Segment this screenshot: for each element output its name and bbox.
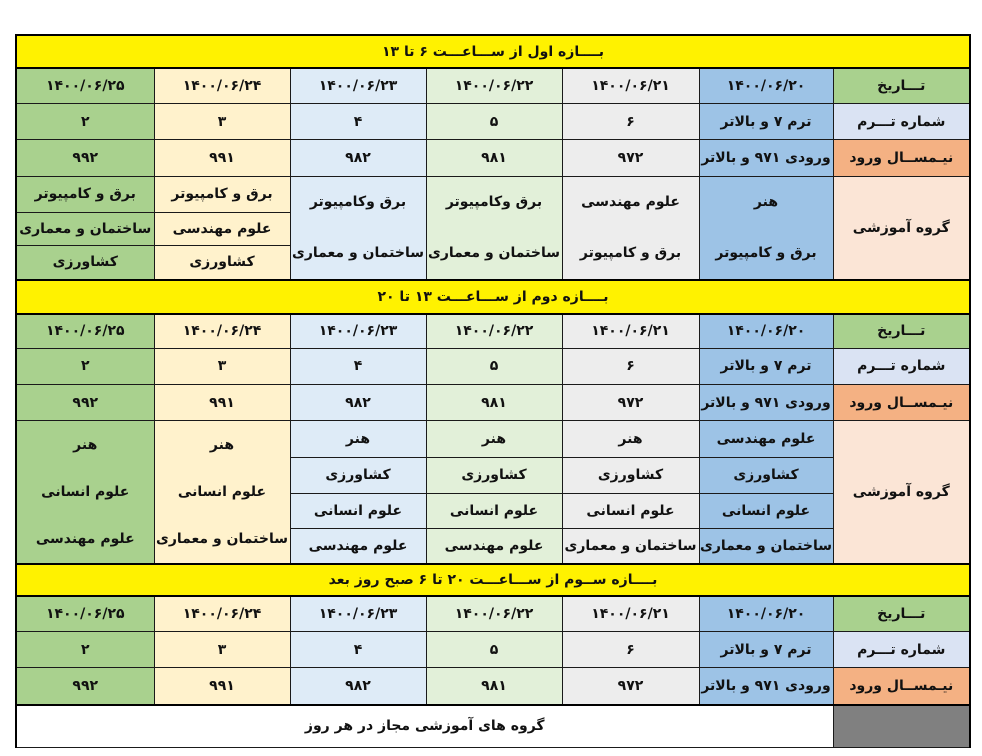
group-list: [155, 421, 290, 563]
term-cell: ۵: [426, 631, 562, 667]
semester-row: [16, 140, 970, 176]
group-item: علوم مهندسی: [581, 194, 680, 211]
term-cell: ترم ۷ و بالاتر: [699, 104, 833, 140]
group-cell: علوم انسانی: [290, 493, 426, 528]
semester-cell: ۹۷۲: [562, 668, 699, 705]
group-cell: کشاورزی: [290, 457, 426, 493]
group-cell: [16, 421, 154, 564]
term-cell: ۳: [154, 631, 290, 667]
term-cell: ۴: [290, 104, 426, 140]
semester-cell: ۹۹۱: [154, 385, 290, 421]
group-item: ساختمان و معماری: [428, 245, 560, 262]
footer-blank: [833, 705, 970, 748]
semester-cell: ۹۹۲: [16, 668, 154, 705]
footer-note: گروه های آموزشی مجاز در هر روز: [16, 705, 833, 748]
section-title: بــــازه ســوم از ســـاعـــت ۲۰ تا ۶ صبح روز بعد: [16, 564, 970, 596]
group-item: هنر: [753, 194, 779, 211]
group-row: [16, 421, 970, 457]
group-list: [563, 177, 699, 279]
semester-label: نیـمســال ورود: [833, 668, 970, 705]
group-item: برق و کامپیوتر: [579, 245, 682, 262]
section-header-row: [16, 564, 970, 596]
group-cell: برق و کامپیوتر: [16, 176, 154, 212]
date-cell: ۱۴۰۰/۰۶/۲۲: [426, 314, 562, 348]
date-cell: ۱۴۰۰/۰۶/۲۳: [290, 68, 426, 103]
date-cell: ۱۴۰۰/۰۶/۲۵: [16, 68, 154, 103]
semester-cell: ورودی ۹۷۱ و بالاتر: [699, 668, 833, 705]
group-cell: علوم انسانی: [562, 493, 699, 528]
group-cell: [562, 176, 699, 280]
term-cell: ۶: [562, 104, 699, 140]
section-header-row: [16, 280, 970, 314]
group-cell: کشاورزی: [154, 246, 290, 280]
group-list: [291, 177, 426, 279]
term-cell: ترم ۷ و بالاتر: [699, 348, 833, 384]
semester-cell: ۹۹۱: [154, 668, 290, 705]
semester-cell: ۹۸۲: [290, 385, 426, 421]
date-cell: ۱۴۰۰/۰۶/۲۴: [154, 314, 290, 348]
group-cell: کشاورزی: [16, 246, 154, 280]
term-cell: ۳: [154, 104, 290, 140]
term-label: شماره تـــرم: [833, 104, 970, 140]
group-item: برق وکامپیوتر: [445, 194, 543, 211]
date-label: تـــاریخ: [833, 596, 970, 631]
semester-cell: ورودی ۹۷۱ و بالاتر: [699, 385, 833, 421]
semester-cell: ۹۸۱: [426, 385, 562, 421]
term-cell: ۳: [154, 348, 290, 384]
date-row: [16, 314, 970, 348]
group-cell: کشاورزی: [699, 457, 833, 493]
group-cell: علوم مهندسی: [154, 212, 290, 245]
term-cell: ۲: [16, 631, 154, 667]
date-cell: ۱۴۰۰/۰۶/۲۱: [562, 314, 699, 348]
date-cell: ۱۴۰۰/۰۶/۲۱: [562, 68, 699, 103]
term-cell: ۲: [16, 104, 154, 140]
term-cell: ۵: [426, 104, 562, 140]
term-label: شماره تـــرم: [833, 348, 970, 384]
group-item: علوم مهندسی: [35, 531, 135, 548]
section-header-row: [16, 35, 970, 68]
schedule-table: [15, 34, 971, 748]
group-item: برق وکامپیوتر: [309, 194, 407, 211]
semester-row: [16, 385, 970, 421]
semester-cell: ۹۹۲: [16, 140, 154, 176]
group-cell: علوم مهندسی: [290, 529, 426, 564]
term-cell: ۴: [290, 348, 426, 384]
date-cell: ۱۴۰۰/۰۶/۲۲: [426, 68, 562, 103]
group-cell: [426, 176, 562, 280]
semester-cell: ۹۷۲: [562, 140, 699, 176]
term-cell: ۶: [562, 631, 699, 667]
term-cell: ۵: [426, 348, 562, 384]
group-item: علوم انسانی: [41, 484, 130, 501]
date-cell: ۱۴۰۰/۰۶/۲۰: [699, 314, 833, 348]
date-label: تـــاریخ: [833, 314, 970, 348]
date-cell: ۱۴۰۰/۰۶/۲۲: [426, 596, 562, 631]
term-cell: ۴: [290, 631, 426, 667]
semester-cell: ۹۸۱: [426, 140, 562, 176]
group-cell: هنر: [290, 421, 426, 457]
semester-cell: ۹۸۱: [426, 668, 562, 705]
group-cell: علوم مهندسی: [699, 421, 833, 457]
group-cell: علوم انسانی: [699, 493, 833, 528]
group-cell: علوم انسانی: [426, 493, 562, 528]
group-cell: ساختمان و معماری: [562, 529, 699, 564]
group-cell: [290, 176, 426, 280]
footer-row: [16, 705, 970, 748]
semester-row: [16, 668, 970, 705]
term-row: [16, 104, 970, 140]
date-cell: ۱۴۰۰/۰۶/۲۰: [699, 596, 833, 631]
term-row: [16, 631, 970, 667]
group-item: هنر: [73, 436, 98, 453]
date-cell: ۱۴۰۰/۰۶/۲۵: [16, 596, 154, 631]
date-cell: ۱۴۰۰/۰۶/۲۴: [154, 68, 290, 103]
semester-label: نیـمســال ورود: [833, 385, 970, 421]
date-cell: ۱۴۰۰/۰۶/۲۰: [699, 68, 833, 103]
group-list: [427, 177, 562, 279]
date-cell: ۱۴۰۰/۰۶/۲۴: [154, 596, 290, 631]
semester-label: نیـمســال ورود: [833, 140, 970, 176]
group-cell: علوم مهندسی: [426, 529, 562, 564]
date-label: تـــاریخ: [833, 68, 970, 103]
group-item: هنر: [209, 436, 235, 453]
date-cell: ۱۴۰۰/۰۶/۲۳: [290, 596, 426, 631]
group-list: [17, 421, 154, 563]
group-item: برق و کامپیوتر: [715, 245, 817, 262]
group-label: گروه آموزشی: [833, 176, 970, 280]
semester-cell: ۹۸۲: [290, 668, 426, 705]
group-cell: کشاورزی: [426, 457, 562, 493]
group-item: علوم انسانی: [177, 484, 267, 501]
date-row: [16, 596, 970, 631]
group-cell: [154, 421, 290, 564]
group-cell: برق و کامپیوتر: [154, 176, 290, 212]
group-cell: [699, 176, 833, 280]
semester-cell: ۹۷۲: [562, 385, 699, 421]
semester-cell: ۹۹۲: [16, 385, 154, 421]
group-cell: ساختمان و معماری: [16, 212, 154, 245]
section-title: بــــازه اول از ســـاعـــت ۶ تا ۱۳: [16, 35, 970, 68]
term-row: [16, 348, 970, 384]
group-cell: هنر: [562, 421, 699, 457]
semester-cell: ۹۹۱: [154, 140, 290, 176]
group-row: [16, 176, 970, 212]
group-cell: کشاورزی: [562, 457, 699, 493]
date-cell: ۱۴۰۰/۰۶/۲۳: [290, 314, 426, 348]
group-cell: ساختمان و معماری: [699, 529, 833, 564]
group-item: ساختمان و معماری: [156, 531, 288, 548]
term-cell: ۲: [16, 348, 154, 384]
semester-cell: ۹۸۲: [290, 140, 426, 176]
term-label: شماره تـــرم: [833, 631, 970, 667]
group-item: ساختمان و معماری: [292, 245, 424, 262]
date-cell: ۱۴۰۰/۰۶/۲۱: [562, 596, 699, 631]
date-cell: ۱۴۰۰/۰۶/۲۵: [16, 314, 154, 348]
group-cell: هنر: [426, 421, 562, 457]
section-title: بــــازه دوم از ســـاعـــت ۱۳ تا ۲۰: [16, 280, 970, 314]
date-row: [16, 68, 970, 103]
group-label: گروه آموزشی: [833, 421, 970, 564]
group-list: [700, 177, 833, 279]
semester-cell: ورودی ۹۷۱ و بالاتر: [699, 140, 833, 176]
term-cell: ترم ۷ و بالاتر: [699, 631, 833, 667]
term-cell: ۶: [562, 348, 699, 384]
